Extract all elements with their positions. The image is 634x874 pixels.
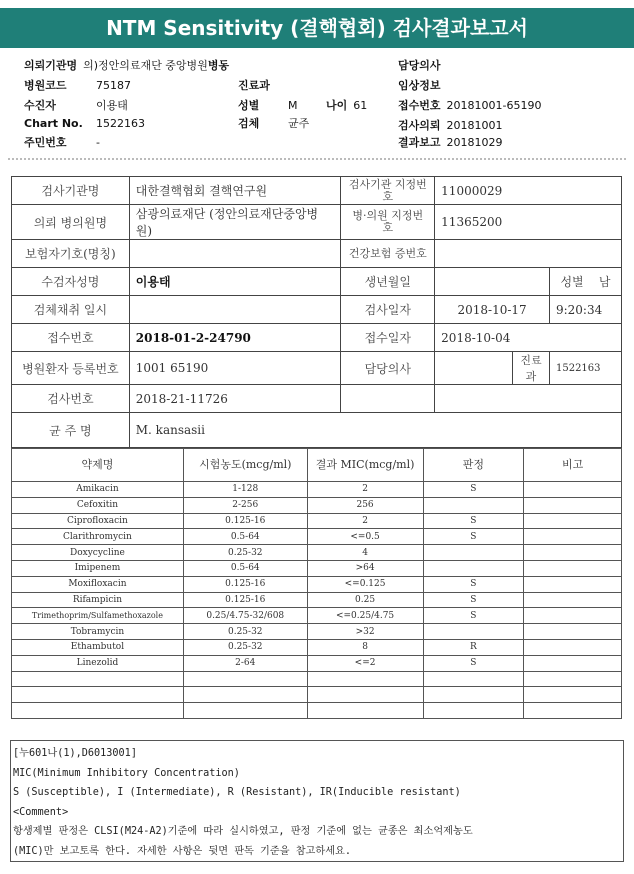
accession-value: 2018-01-2-24790 [129,324,341,352]
concentration-cell: 0.25-32 [183,545,307,561]
drug-row [12,703,622,719]
clinic-value: 삼광의료재단 (정안의료재단중앙병원) [129,205,341,240]
remarks-cell [524,624,622,640]
doctor-label: 담당의사 [398,59,441,72]
col-interpretation: 판정 [423,449,524,482]
concentration-cell: 0.25/4.75-32/608 [183,608,307,624]
info-table [11,176,622,448]
drug-name-cell: Linezolid [12,655,184,671]
remarks-cell [524,497,622,513]
header-divider [8,158,626,160]
remarks-cell [524,687,622,703]
remarks-cell [524,545,622,561]
concentration-cell: 0.25-32 [183,624,307,640]
mic-cell: 2 [307,513,423,529]
testdate-label: 검사일자 [341,296,435,324]
footer-comment-2: (MIC)만 보고토록 한다. 자세한 사항은 뒷면 판독 기준을 참고하세요. [13,845,352,857]
mic-cell [307,703,423,719]
remarks-cell [524,576,622,592]
specimen-value: 균주 [288,117,310,130]
interpretation-cell [423,560,524,576]
interpretation-cell [423,703,524,719]
specimen-label: 검체 [238,117,260,130]
clinic-label: 의뢰 병의원명 [12,205,130,240]
info-sex-label: 성별 [560,275,584,289]
age-value: 61 [353,99,368,112]
regno-value: 1001 65190 [129,352,341,385]
col-mic: 결과 MIC(mcg/ml) [307,449,423,482]
remarks-cell [524,560,622,576]
report-label: 결과보고 [398,136,441,149]
lab-value: 대한결핵협회 결핵연구원 [129,177,341,205]
drug-row [12,576,622,592]
chart-label: Chart No. [24,117,83,130]
drug-name-cell: Amikacin [12,482,184,498]
remarks-cell [524,639,622,655]
testtime-value: 9:20:34 [549,296,621,324]
footer-comment-1: 항생제별 판정은 CLSI(M24-A2)기준에 따라 실시하였고, 판정 기준에 없는 균종은 최소억제농도 [13,826,473,837]
organism-value: M. kansasii [129,413,621,448]
interpretation-cell: S [423,513,524,529]
mic-cell: 256 [307,497,423,513]
interpretation-cell [423,624,524,640]
drug-name-cell: Clarithromycin [12,529,184,545]
id-value: - [96,136,100,149]
collect-value [129,296,341,324]
drug-table [11,448,622,719]
remarks-cell [524,529,622,545]
drug-name-cell: Ethambutol [12,639,184,655]
mic-cell: <=2 [307,655,423,671]
patient-label: 수진자 [24,99,56,112]
concentration-cell: 2-64 [183,655,307,671]
drug-row [12,560,622,576]
patient-value: 이용태 [96,99,128,112]
footer-notes [10,740,624,862]
drug-row [12,639,622,655]
mic-cell: >64 [307,560,423,576]
mic-cell: <=0.125 [307,576,423,592]
drug-row [12,482,622,498]
drug-row [12,592,622,608]
drug-name-cell: Rifampicin [12,592,184,608]
info-dept-value: 1522163 [549,352,621,385]
drug-name-cell: Trimethoprim/Sulfamethoxazole [12,608,184,624]
mic-cell: 0.25 [307,592,423,608]
drug-name-cell [12,671,184,687]
drug-name-cell [12,687,184,703]
interpretation-cell: R [423,639,524,655]
concentration-cell: 1-128 [183,482,307,498]
interpretation-cell: S [423,482,524,498]
drug-name-cell: Moxifloxacin [12,576,184,592]
health-label: 건강보험 증번호 [341,240,435,268]
mic-cell: 4 [307,545,423,561]
drug-name-cell: Tobramycin [12,624,184,640]
testno-label: 검사번호 [12,385,130,413]
collect-label: 검체채취 일시 [12,296,130,324]
col-concentration: 시험농도(mcg/ml) [183,449,307,482]
mic-cell: <=0.25/4.75 [307,608,423,624]
mic-cell: >32 [307,624,423,640]
remarks-cell [524,671,622,687]
remarks-cell [524,655,622,671]
drug-name-cell: Ciprofloxacin [12,513,184,529]
insurance-label: 보험자기호(명칭) [12,240,130,268]
report-title: NTM Sensitivity (결핵협회) 검사결과보고서 [0,8,634,48]
interpretation-cell [423,497,524,513]
concentration-cell [183,687,307,703]
drug-name-cell [12,703,184,719]
institution-value: 의)정안의료재단 중앙병원 [83,59,208,72]
drug-table-header [12,449,622,482]
drug-row [12,497,622,513]
hospital-code-label: 병원코드 [24,79,67,92]
footer-code: [누601나(1),D6013001] [13,748,137,759]
remarks-cell [524,482,622,498]
mic-cell: 8 [307,639,423,655]
sex-value: M [288,99,298,112]
concentration-cell: 0.125-16 [183,576,307,592]
report-value: 20181029 [446,136,503,149]
drug-row [12,655,622,671]
hospital-code-value: 75187 [96,79,131,92]
interpretation-cell [423,545,524,561]
concentration-cell [183,671,307,687]
regno-label: 병원환자 등록번호 [12,352,130,385]
drug-row [12,513,622,529]
info-dept-label: 진료과 [513,352,550,385]
mic-cell: 2 [307,482,423,498]
footer-legend: S (Susceptible), I (Intermediate), R (Resistant), IR(Inducible resistant) [13,787,461,798]
clinic-code-label: 병·의원 지정번호 [341,205,435,240]
recvdate-value: 2018-10-04 [435,324,622,352]
info-sex-cell [549,268,621,296]
concentration-cell [183,703,307,719]
interpretation-cell: S [423,529,524,545]
interpretation-cell: S [423,655,524,671]
institution-label: 의뢰기관명 [24,59,78,72]
mic-cell [307,687,423,703]
clinic-code-value: 11365200 [435,205,622,240]
concentration-cell: 0.25-32 [183,639,307,655]
sex-label: 성별 [238,99,260,112]
request-value: 20181001 [446,119,503,132]
drug-row [12,671,622,687]
interpretation-cell: S [423,592,524,608]
concentration-cell: 0.5-64 [183,529,307,545]
age-label: 나이 [326,99,348,112]
interpretation-cell [423,687,524,703]
interpretation-cell [423,671,524,687]
mic-cell: <=0.5 [307,529,423,545]
drug-row [12,545,622,561]
drug-name-cell: Imipenem [12,560,184,576]
footer-comment-label: <Comment> [13,806,69,818]
drug-row [12,608,622,624]
mic-cell [307,671,423,687]
lab-code-value: 11000029 [435,177,622,205]
info-doctor-label: 담당의사 [341,352,435,385]
birth-label: 생년월일 [341,268,435,296]
col-drug: 약제명 [12,449,184,482]
drug-name-cell: Doxycycline [12,545,184,561]
health-value [435,240,622,268]
lab-label: 검사기관명 [12,177,130,205]
drug-name-cell: Cefoxitin [12,497,184,513]
subject-label: 수검자성명 [12,268,130,296]
insurance-value [129,240,341,268]
interpretation-cell: S [423,608,524,624]
clinical-label: 임상정보 [398,79,441,92]
concentration-cell: 0.125-16 [183,592,307,608]
concentration-cell: 0.5-64 [183,560,307,576]
remarks-cell [524,513,622,529]
testdate-value: 2018-10-17 [435,296,550,324]
receipt-label: 접수번호 [398,99,441,112]
drug-row [12,687,622,703]
header-institution [24,57,229,73]
remarks-cell [524,608,622,624]
organism-label: 균 주 명 [12,413,130,448]
ward-label: 병동 [207,59,230,72]
testno-value: 2018-21-11726 [129,385,341,413]
info-sex-value: 남 [598,275,611,289]
subject-value: 이용태 [129,268,341,296]
request-label: 검사의뢰 [398,119,441,132]
col-remarks: 비고 [524,449,622,482]
concentration-cell: 0.125-16 [183,513,307,529]
dept-label: 진료과 [238,79,270,92]
remarks-cell [524,703,622,719]
accession-label: 접수번호 [12,324,130,352]
concentration-cell: 2-256 [183,497,307,513]
drug-row [12,624,622,640]
receipt-value: 20181001-65190 [446,99,542,112]
birth-value [435,268,550,296]
drug-row [12,529,622,545]
chart-value: 1522163 [96,117,145,130]
recvdate-label: 접수일자 [341,324,435,352]
interpretation-cell: S [423,576,524,592]
id-label: 주민번호 [24,136,67,149]
info-doctor-value [435,352,513,385]
footer-mic-def: MIC(Minimum Inhibitory Concentration) [13,767,240,779]
remarks-cell [524,592,622,608]
lab-code-label: 검사기관 지정번호 [341,177,435,205]
